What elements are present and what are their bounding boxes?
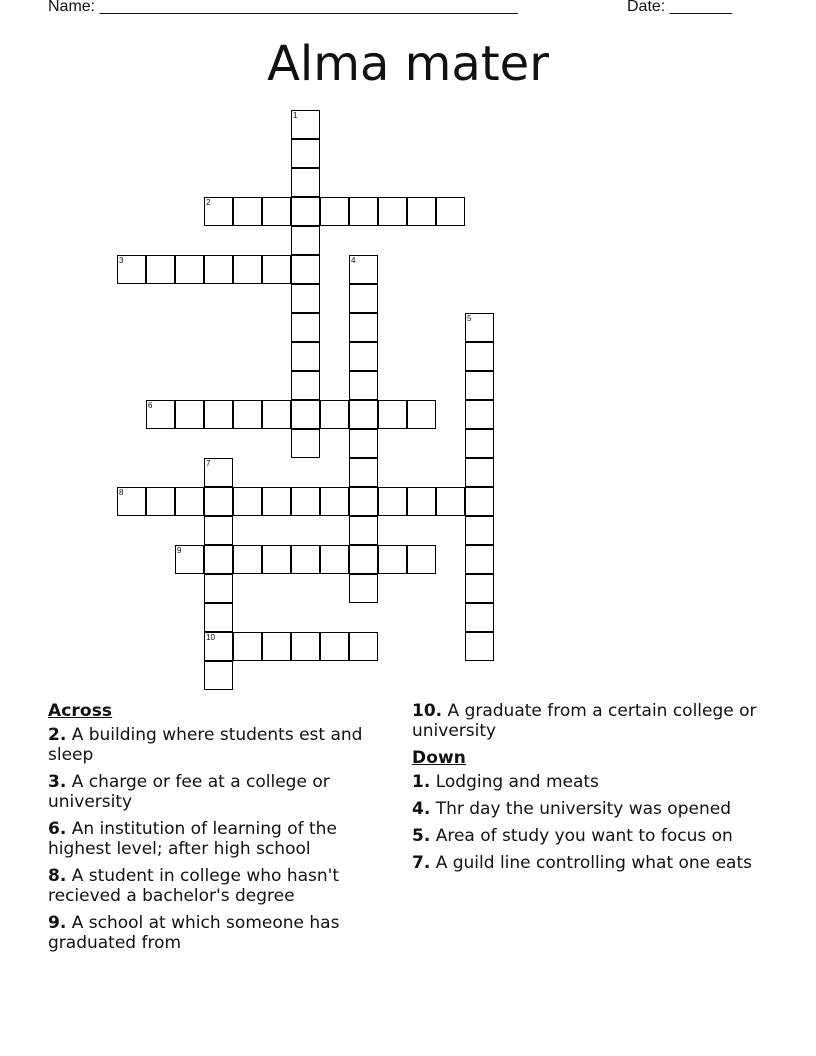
name-field[interactable]: Name: _______________________________________________: [48, 0, 518, 15]
grid-cell[interactable]: [349, 284, 378, 313]
clue-number: 2.: [48, 725, 67, 745]
grid-cell[interactable]: [291, 313, 320, 342]
grid-cell[interactable]: [233, 545, 262, 574]
grid-cell[interactable]: [291, 139, 320, 168]
grid-cell[interactable]: [262, 400, 291, 429]
grid-cell[interactable]: [117, 255, 146, 284]
clue-number: 7.: [412, 853, 431, 873]
across-clue-9: [48, 913, 393, 953]
grid-cell[interactable]: [349, 255, 378, 284]
cell-number: 4: [351, 256, 356, 265]
grid-cell[interactable]: [146, 400, 175, 429]
grid-cell[interactable]: [465, 632, 494, 661]
grid-cell[interactable]: [407, 487, 436, 516]
clue-number: 4.: [412, 799, 431, 819]
grid-cell[interactable]: [349, 574, 378, 603]
grid-cell[interactable]: [175, 487, 204, 516]
grid-cell[interactable]: [349, 342, 378, 371]
grid-cell[interactable]: [349, 400, 378, 429]
grid-cell[interactable]: [465, 371, 494, 400]
down-clue-4: [412, 799, 757, 819]
cell-number: 9: [177, 546, 182, 555]
cell-number: 6: [148, 401, 153, 410]
down-clue-7: [412, 853, 757, 873]
across-clue-10: [412, 701, 757, 741]
grid-cell[interactable]: [349, 545, 378, 574]
cell-number: 10: [206, 633, 215, 642]
page-title: Alma mater: [267, 36, 549, 92]
grid-cell[interactable]: [262, 487, 291, 516]
grid-cell[interactable]: [320, 487, 349, 516]
grid-cell[interactable]: [146, 487, 175, 516]
grid-cell[interactable]: [291, 371, 320, 400]
grid-cell[interactable]: [204, 574, 233, 603]
grid-cell[interactable]: [291, 226, 320, 255]
clue-number: 6.: [48, 819, 67, 839]
grid-cell[interactable]: [320, 197, 349, 226]
grid-cell[interactable]: [233, 197, 262, 226]
grid-cell[interactable]: [291, 284, 320, 313]
grid-cell[interactable]: [436, 487, 465, 516]
grid-cell[interactable]: [175, 255, 204, 284]
clue-text: A charge or fee at a college or university: [48, 772, 330, 812]
grid-cell[interactable]: [349, 371, 378, 400]
grid-cell[interactable]: [349, 313, 378, 342]
grid-cell[interactable]: [349, 632, 378, 661]
grid-cell[interactable]: [233, 487, 262, 516]
grid-cell[interactable]: [233, 400, 262, 429]
cell-number: 1: [293, 111, 298, 120]
across-clue-3: [48, 772, 393, 812]
grid-cell[interactable]: [465, 603, 494, 632]
clue-number: 3.: [48, 772, 67, 792]
grid-cell[interactable]: [465, 516, 494, 545]
clue-number: 8.: [48, 866, 67, 886]
grid-cell[interactable]: [204, 545, 233, 574]
cell-number: 3: [119, 256, 124, 265]
grid-cell[interactable]: [465, 313, 494, 342]
grid-cell[interactable]: [465, 400, 494, 429]
grid-cell[interactable]: [378, 487, 407, 516]
grid-cell[interactable]: [204, 603, 233, 632]
grid-cell[interactable]: [262, 255, 291, 284]
clue-text: Lodging and meats: [435, 772, 599, 792]
clue-number: 5.: [412, 826, 431, 846]
grid-cell[interactable]: [378, 545, 407, 574]
grid-cell[interactable]: [407, 197, 436, 226]
grid-cell[interactable]: [262, 632, 291, 661]
clues-column-left: [48, 701, 393, 960]
grid-cell[interactable]: [175, 545, 204, 574]
grid-cell[interactable]: [465, 545, 494, 574]
grid-cell[interactable]: [320, 632, 349, 661]
cell-number: 8: [119, 488, 124, 497]
clue-text: A guild line controlling what one eats: [435, 853, 752, 873]
grid-cell[interactable]: [465, 429, 494, 458]
grid-cell[interactable]: [262, 197, 291, 226]
grid-cell[interactable]: [146, 255, 175, 284]
grid-cell[interactable]: [436, 197, 465, 226]
grid-cell[interactable]: [291, 400, 320, 429]
clue-text: A school at which someone has graduated from: [48, 913, 340, 953]
across-clue-2: [48, 725, 393, 765]
grid-cell[interactable]: [204, 632, 233, 661]
grid-cell[interactable]: [117, 487, 146, 516]
grid-cell[interactable]: [204, 400, 233, 429]
down-clue-1: [412, 772, 757, 792]
across-heading: Across: [48, 701, 113, 721]
clue-number: 9.: [48, 913, 67, 933]
grid-cell[interactable]: [349, 487, 378, 516]
grid-cell[interactable]: [291, 342, 320, 371]
grid-cell[interactable]: [204, 516, 233, 545]
cell-number: 5: [467, 314, 472, 323]
clue-text: An institution of learning of the highest level; after high school: [48, 819, 337, 859]
grid-cell[interactable]: [320, 400, 349, 429]
grid-cell[interactable]: [291, 545, 320, 574]
grid-cell[interactable]: [204, 487, 233, 516]
grid-cell[interactable]: [291, 429, 320, 458]
clue-text: A student in college who hasn't recieved a bachelor's degree: [48, 866, 339, 906]
clue-text: Thr day the university was opened: [435, 799, 731, 819]
cell-number: 2: [206, 198, 211, 207]
grid-cell[interactable]: [291, 110, 320, 139]
grid-cell[interactable]: [233, 632, 262, 661]
grid-cell[interactable]: [465, 487, 494, 516]
grid-cell[interactable]: [204, 255, 233, 284]
grid-cell[interactable]: [175, 400, 204, 429]
across-clue-8: [48, 866, 393, 906]
grid-cell[interactable]: [378, 197, 407, 226]
cell-number: 7: [206, 459, 211, 468]
grid-cell[interactable]: [233, 255, 262, 284]
grid-cell[interactable]: [291, 197, 320, 226]
clue-text: Area of study you want to focus on: [435, 826, 733, 846]
grid-cell[interactable]: [407, 545, 436, 574]
down-clue-5: [412, 826, 757, 846]
grid-cell[interactable]: [291, 168, 320, 197]
date-field[interactable]: Date: _______: [627, 0, 732, 15]
grid-cell[interactable]: [349, 458, 378, 487]
grid-cell[interactable]: [262, 545, 291, 574]
clue-number: 1.: [412, 772, 431, 792]
grid-cell[interactable]: [320, 545, 349, 574]
grid-cell[interactable]: [204, 458, 233, 487]
clue-text: A building where students est and sleep: [48, 725, 363, 765]
grid-cell[interactable]: [349, 197, 378, 226]
grid-cell[interactable]: [465, 458, 494, 487]
grid-cell[interactable]: [204, 661, 233, 690]
grid-cell[interactable]: [465, 574, 494, 603]
grid-cell[interactable]: [349, 429, 378, 458]
clues-column-right: [412, 701, 757, 880]
grid-cell[interactable]: [407, 400, 436, 429]
across-clue-6: [48, 819, 393, 859]
down-heading: Down: [412, 748, 466, 768]
grid-cell[interactable]: [378, 400, 407, 429]
grid-cell[interactable]: [291, 632, 320, 661]
grid-cell[interactable]: [291, 487, 320, 516]
grid-cell[interactable]: [204, 197, 233, 226]
grid-cell[interactable]: [349, 516, 378, 545]
grid-cell[interactable]: [291, 255, 320, 284]
clue-number: 10.: [412, 701, 443, 721]
grid-cell[interactable]: [465, 342, 494, 371]
clue-text: A graduate from a certain college or university: [412, 701, 757, 741]
